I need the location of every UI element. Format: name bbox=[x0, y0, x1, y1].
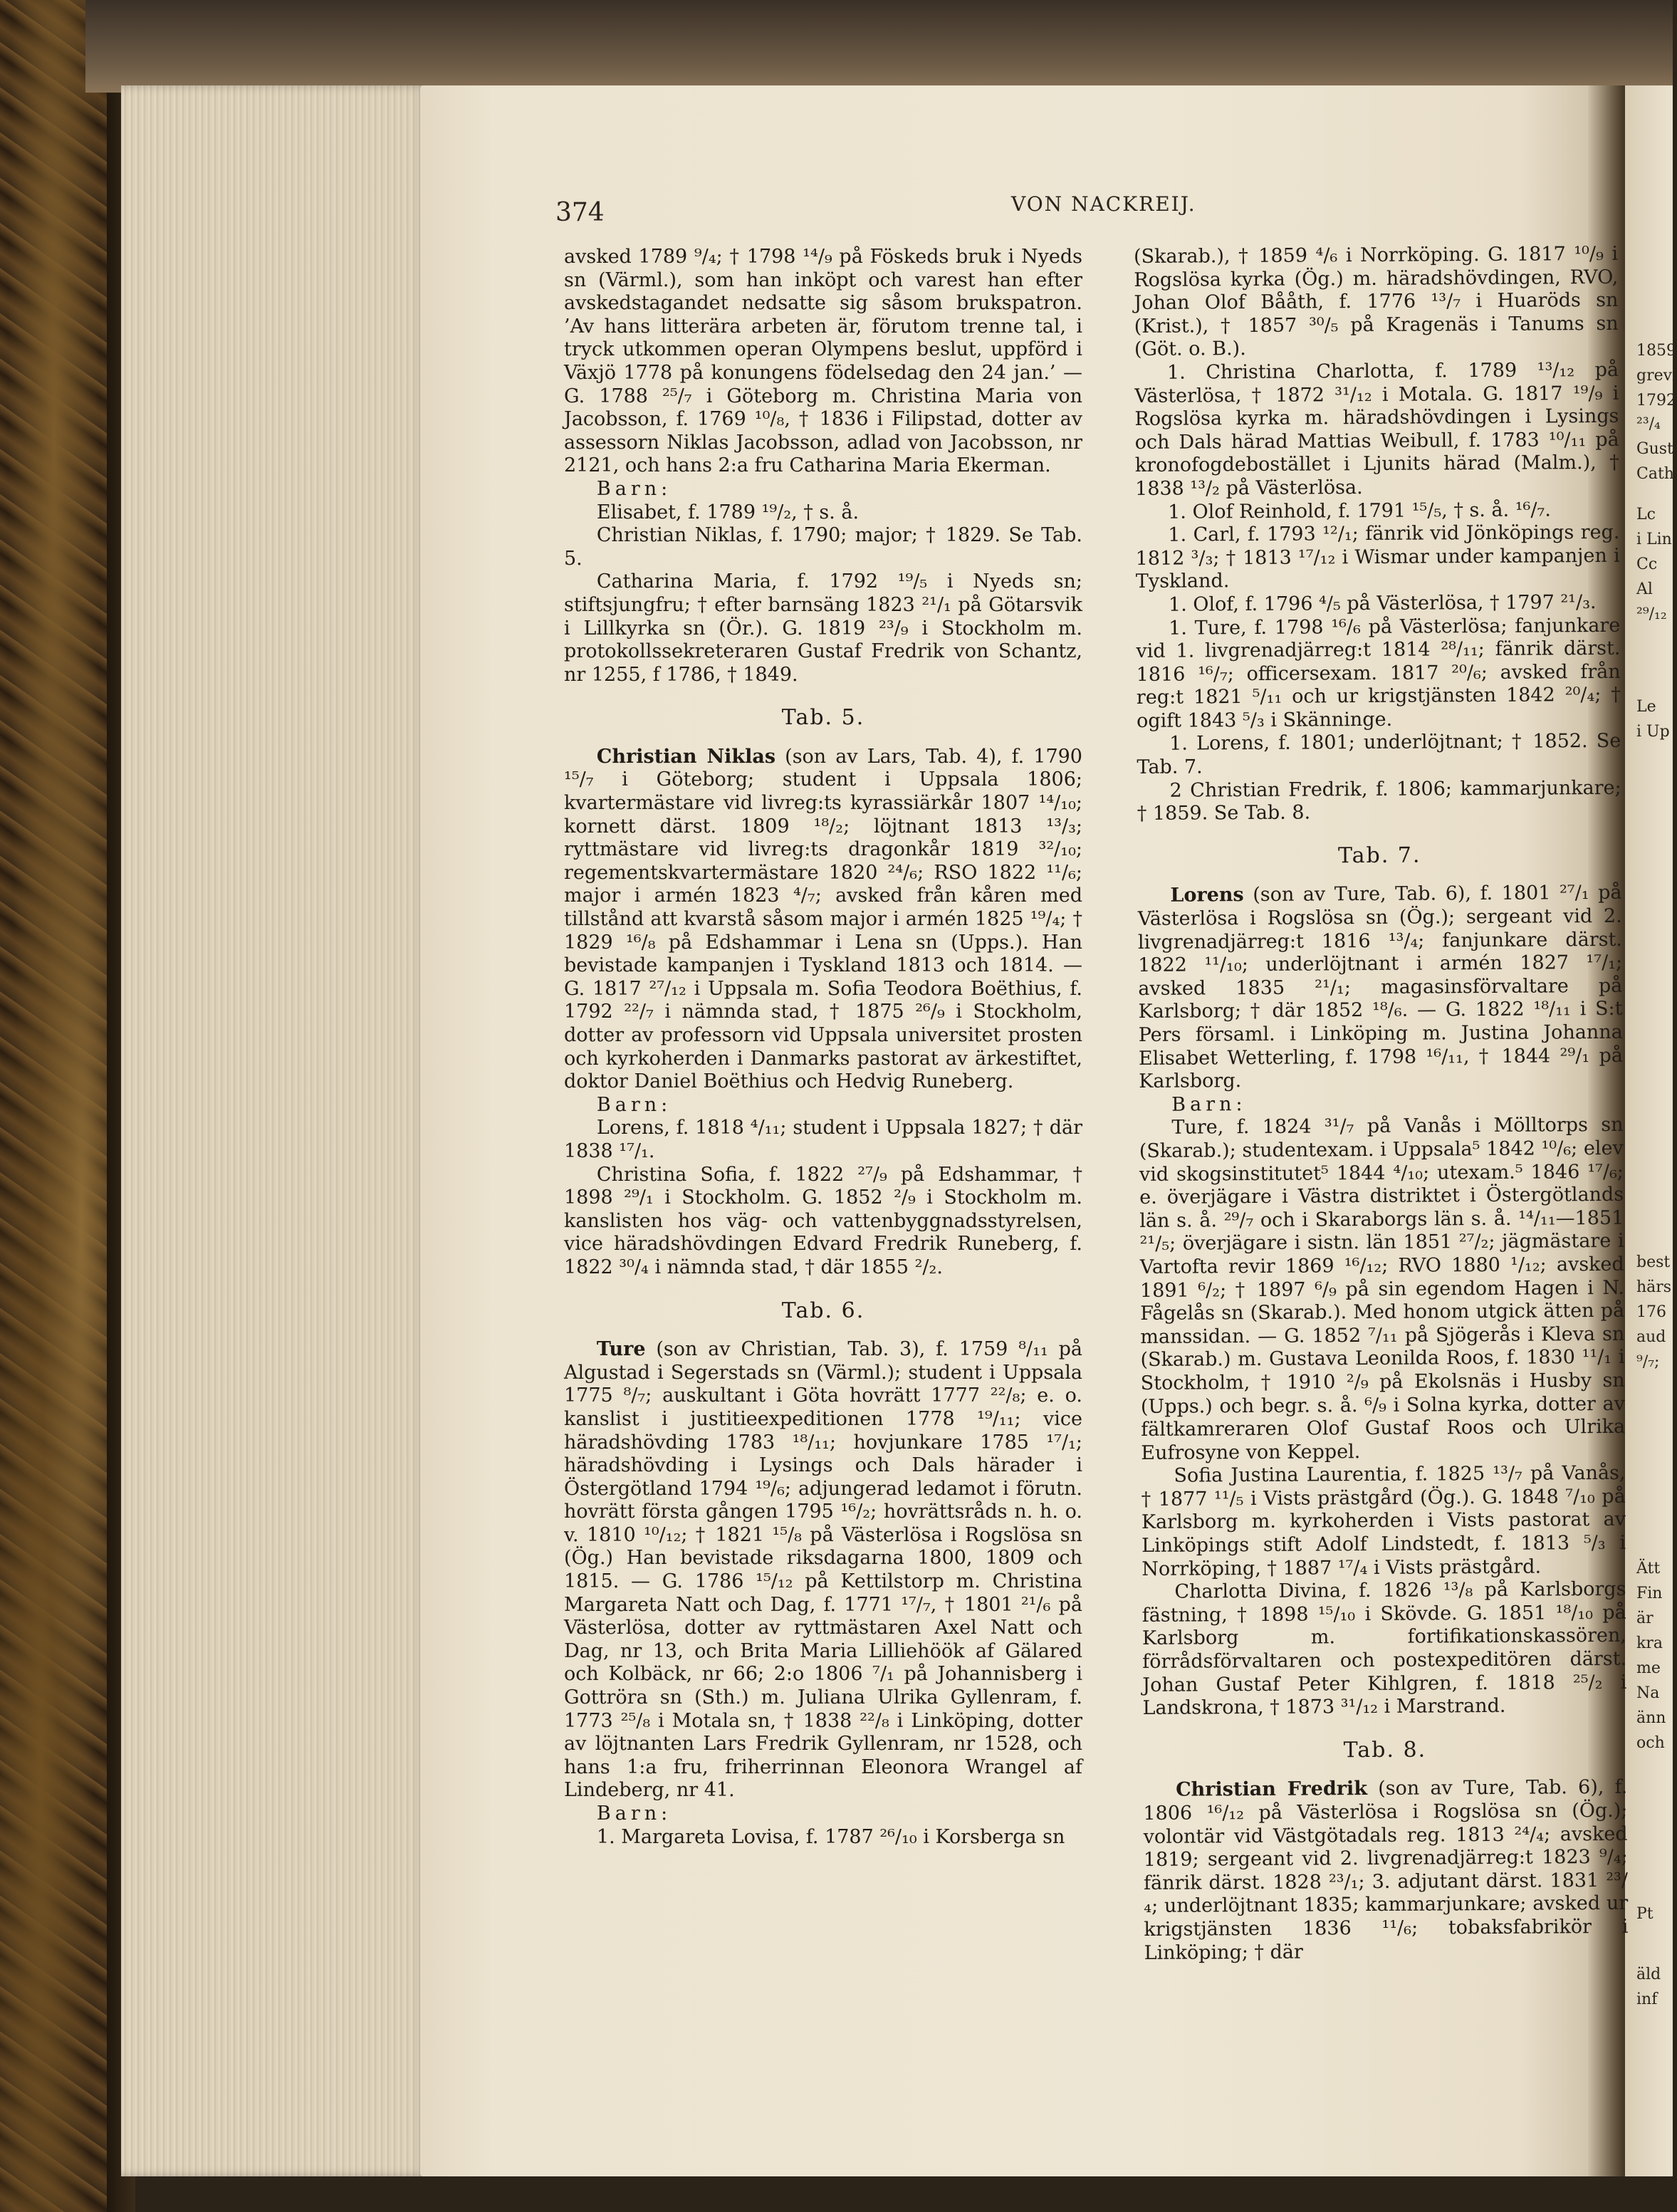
text-paragraph: Elisabet, f. 1789 ¹⁹/₂, † s. å. bbox=[596, 501, 860, 523]
entry-text: (son av Christian, Tab. 3), f. 1759 ⁸/₁₁ på Algustad i Segerstads sn (Värml.); student i Uppsala 1775 ⁸/₇; auskultant i Göta hovrätt 1777 ²²/₈; e. o. kanslist i justitieexpeditionen 1778 ¹⁹/₁₁; vice häradshövding 1783 ¹⁸/₁₁; hovjunkare 1785 ¹⁷/₁; häradshövding i Lysings och Dals härader i Östergötland 1794 ¹⁹/₆; adjungerad ledamot i förutn. hovrätt första gången 1795 ¹⁶/₂; hovrättsråds n. h. o. v. 1810 ¹⁰/₁₂; † 1821 ¹⁵/₈ på Västerlösa i Rogslösa sn (Ög.) Han bevistade riksdagarna 1800, 1809 och 1815. — G. 1786 ¹⁵/₁₂ på Kettilstorp m. Christina Margareta Natt och Dag, f. 1771 ¹⁷/₇, † 1801 ²¹/₆ på Västerlösa, dotter av ryttmästaren Axel Natt och Dag, nr 13, och Brita Maria Lilliehöök af Gälared och Kolbäck, nr 66; 2:o 1806 ⁷/₁ på Johannisberg i Gottröra sn (Sth.) m. Juliana Ulrika Gyllenram, f. 1773 ²⁵/₈ i Motala sn, † 1838 ²²/₈ i Linköping, dotter av löjtnanten Lars Fredrik Gyllenram, nr 1528, och hans 1:a fru, friherrinnan Eleonora Wrangel af Lindeberg, nr 41. bbox=[564, 1338, 1082, 1802]
text-paragraph: 2 Christian Fredrik, f. 1806; kammarjunkare; † 1859. Se Tab. 8. bbox=[1137, 776, 1621, 825]
next-page-text-fragment: Pt bbox=[1636, 1905, 1654, 1923]
next-page-text-fragment: 176 bbox=[1636, 1303, 1666, 1321]
text-paragraph: Sofia Justina Laurentia, f. 1825 ¹³/₇ på Vanås, † 1877 ¹¹/₅ i Vists prästgård (Ög.). G. 1848 ⁷/₁₀ på Karlsborg m. kyrkoherden i Vists pastorat av Linköpings stift Adolf Lindstedt, f. 1813 ⁵/₃ i Norrköping, † 1887 ¹⁷/₄ i Vists prästgård. bbox=[1141, 1462, 1626, 1580]
text-paragraph: Christina Sofia, f. 1822 ²⁷/₉ på Edshammar, † 1898 ²⁹/₁ i Stockholm. G. 1852 ²/₉ i Stockholm m. kanslisten hos väg- och vattenbyggnadsstyrelsen, vice häradshövdingen Edvard Fredrik Runeberg, f. 1822 ³⁰/₄ i nämnda stad, † där 1855 ²/₂. bbox=[564, 1163, 1082, 1278]
next-page-text-fragment: ²³/₄ bbox=[1636, 415, 1661, 433]
entry-name: Christian Fredrik bbox=[1176, 1778, 1368, 1802]
text-paragraph: 1. Margareta Lovisa, f. 1787 ²⁶/₁₀ i Korsberga sn bbox=[596, 1825, 1065, 1848]
text-paragraph: Charlotta Divina, f. 1826 ¹³/₈ på Karlsborgs fästning, † 1898 ¹⁵/₁₀ i Skövde. G. 1851 ¹⁸/₁₀ på Karlsborg m. fortifikationskassören, förrådsförvaltaren och postexpeditören därst. Johan Gustaf Peter Kihlgren, f. 1818 ²⁵/₂ i Landskrona, † 1873 ³¹/₁₂ i Marstrand. bbox=[1141, 1578, 1627, 1720]
text-paragraph bbox=[564, 746, 1082, 1094]
next-page-text-fragment: Cath bbox=[1636, 465, 1674, 483]
table-heading: Tab. 6. bbox=[781, 1298, 865, 1323]
next-page-text-fragment: 1792 bbox=[1636, 392, 1676, 409]
next-page-text-fragment: aud bbox=[1636, 1328, 1666, 1346]
text-paragraph bbox=[1143, 1776, 1629, 1965]
next-page-text-fragment: Gust bbox=[1636, 440, 1673, 458]
text-paragraph: avsked 1789 ⁹/₄; † 1798 ¹⁴/₉ på Föskeds bruk i Nyeds sn (Värml.), som han inköpt och varest han efter avskedstagandet nedsatte sig såsom brukspatron. ’Av hans litterära arbeten är, förutom trenne tal, i tryck utkommen operan Olympens beslut, uppförd i Växjö 1778 på konungens födelsedag den 24 jan.’ — G. 1788 ²⁵/₇ i Göteborg m. Christina Maria von Jacobsson, f. 1769 ¹⁰/₈, † 1836 i Filipstad, dotter av assessorn Niklas Jacobsson, adlad von Jacobsson, nr 2121, och hans 2:a fru Catharina Maria Ekerman. bbox=[564, 246, 1082, 477]
next-page-text-fragment: kra bbox=[1636, 1634, 1663, 1652]
next-page-text-fragment: Cc bbox=[1636, 555, 1658, 573]
entry-name: Christian Niklas bbox=[596, 745, 776, 768]
text-paragraph: Catharina Maria, f. 1792 ¹⁹/₅ i Nyeds sn; stiftsjungfru; † efter barnsäng 1823 ²¹/₁ på Götarsvik i Lillkyrka sn (Ör.). G. 1819 ²³/₉ i Stockholm m. protokollssekreteraren Gustaf Fredrik von Schantz, nr 1255, f 1786, † 1849. bbox=[564, 570, 1082, 686]
next-page-text-fragment: me bbox=[1636, 1659, 1661, 1677]
next-page-edge bbox=[1625, 85, 1677, 2176]
next-page-text-fragment: är bbox=[1636, 1610, 1654, 1627]
background-strip bbox=[85, 0, 1673, 93]
text-paragraph: 1. Christina Charlotta, f. 1789 ¹³/₁₂ på Västerlösa, † 1872 ³¹/₁₂ i Motala. G. 1817 ¹⁹/₉ i Rogslösa kyrka m. häradshövdingen i Lysings och Dals härad Mattias Weibull, f. 1783 ¹⁰/₁₁ på kronofogdebostället i Ljunits härad (Malm.), † 1838 ¹³/₂ på Västerlösa. bbox=[1134, 358, 1619, 500]
next-page-text-fragment: härs bbox=[1636, 1278, 1672, 1296]
next-page-text-fragment: 1859 bbox=[1636, 342, 1676, 360]
table-heading: Tab. 5. bbox=[781, 705, 865, 731]
text-paragraph: 1. Olof, f. 1796 ⁴/₅ på Västerlösa, † 1797 ²¹/₃. bbox=[1168, 590, 1597, 616]
children-heading: Barn: bbox=[1171, 1092, 1247, 1116]
next-page-text-fragment: best bbox=[1636, 1253, 1671, 1271]
next-page-text-fragment: ⁹/₇; bbox=[1636, 1353, 1660, 1371]
entry-name: Lorens bbox=[1170, 884, 1244, 907]
text-paragraph: (Skarab.), † 1859 ⁴/₆ i Norrköping. G. 1817 ¹⁰/₉ i Rogslösa kyrka (Ög.) m. häradshövdingen, RVO, Johan Olof Bååth, f. 1776 ¹³/₇ i Huaröds sn (Krist.), † 1857 ³⁰/₅ på Kragenäs i Tanums sn (Göt. o. B.). bbox=[1134, 242, 1619, 361]
next-page-text-fragment: i Lin bbox=[1636, 531, 1672, 548]
children-heading: Barn: bbox=[596, 1093, 672, 1116]
entry-name: Ture bbox=[596, 1338, 646, 1361]
text-paragraph bbox=[564, 1338, 1082, 1803]
right-text-column bbox=[1134, 243, 1629, 1965]
text-paragraph: Lorens, f. 1818 ⁴/₁₁; student i Uppsala 1827; † där 1838 ¹⁷/₁. bbox=[564, 1117, 1082, 1162]
next-page-text-fragment: inf bbox=[1636, 1991, 1658, 2008]
children-heading: Barn: bbox=[596, 477, 672, 500]
page-stack-edges bbox=[121, 85, 427, 2176]
entry-text: (son av Ture, Tab. 6), f. 1806 ¹⁶/₁₂ på Västerlösa i Rogslösa sn (Ög.); volontär vid Västgötadals reg. 1813 ²⁴/₄; avsked 1819; sergeant vid 2. livgrenadjärreg:t 1823 ⁹/₄; fänrik därst. 1828 ²³/₁; 3. adjutant därst. 1831 ²³/₄; underlöjtnant 1835; kammarjunkare; avsked ur krigstjänsten 1836 ¹¹/₆; tobaksfabrikör i Linköping; † där bbox=[1143, 1776, 1629, 1964]
running-head: VON NACKREIJ. bbox=[1011, 192, 1196, 216]
text-paragraph bbox=[1137, 882, 1623, 1093]
table-heading: Tab. 8. bbox=[1343, 1737, 1427, 1763]
text-paragraph: 1. Lorens, f. 1801; underlöjtnant; † 1852. Se Tab. 7. bbox=[1137, 730, 1621, 779]
next-page-text-fragment: i Up bbox=[1636, 723, 1670, 741]
text-paragraph: 1. Carl, f. 1793 ¹²/₁; fänrik vid Jönköpings reg. 1812 ³/₃; † 1813 ¹⁷/₁₂ i Wismar under kampanjen i Tyskland. bbox=[1135, 521, 1620, 593]
next-page-text-fragment: Le bbox=[1636, 698, 1656, 716]
entry-text: (son av Lars, Tab. 4), f. 1790 ¹⁵/₇ i Göteborg; student i Uppsala 1806; kvartermästare vid livreg:ts kyrassiärkår 1807 ¹⁴/₁₀; kornett därst. 1809 ¹⁸/₂; löjtnant 1813 ¹³/₃; ryttmästare vid livreg:ts dragonkår 1819 ³²/₁₀; regementskvartermästare 1820 ²⁴/₆; RSO 1822 ¹¹/₆; major i armén 1823 ⁴/₇; avsked från kåren med tillstånd att kvarstå såsom major i armén 1825 ¹⁹/₄; † 1829 ¹⁶/₈ på Edshammar i Lena sn (Upps.). Han bevistade kampanjen i Tyskland 1813 och 1814. — G. 1817 ²⁷/₁₂ i Uppsala m. Sofia Teodora Boëthius, f. 1792 ²²/₇ i nämnda stad, † 1875 ²⁶/₉ i Stockholm, dotter av professorn vid Uppsala universitet prosten och kyrkoherden i Danmarks pastorat av ärkestiftet, doktor Daniel Boëthius och Hedvig Runeberg. bbox=[564, 745, 1082, 1093]
text-paragraph: 1. Ture, f. 1798 ¹⁶/₆ på Västerlösa; fanjunkare vid 1. livgrenadjärreg:t 1814 ²⁸/₁₁; fänrik därst. 1816 ¹⁶/₇; officersexam. 1817 ²⁰/₆; avsked från reg:t 1821 ⁵/₁₁ och ur krigstjänsten 1842 ²⁰/₄; † ogift 1843 ⁵/₃ i Skänninge. bbox=[1136, 614, 1621, 732]
next-page-text-fragment: Lc bbox=[1636, 506, 1656, 523]
next-page-text-fragment: äld bbox=[1636, 1966, 1661, 1983]
next-page-text-fragment: ²⁹/₁₂ bbox=[1636, 605, 1667, 623]
next-page-text-fragment: och bbox=[1636, 1734, 1665, 1752]
text-paragraph: Christian Niklas, f. 1790; major; † 1829. Se Tab. 5. bbox=[564, 524, 1082, 570]
children-heading: Barn: bbox=[596, 1803, 672, 1825]
page-number: 374 bbox=[555, 198, 605, 227]
text-paragraph: Ture, f. 1824 ³¹/₇ på Vanås i Mölltorps sn (Skarab.); studentexam. i Uppsala⁵ 1842 ¹⁰/₆; elev vid skogsinstitutet⁵ 1844 ⁴/₁₀; utexam.⁵ 1846 ¹⁷/₆; e. överjägare i Västra distriktet i Östergötlands län s. å. ²⁹/₇ och i Skaraborgs län s. å. ¹⁴/₁₁—1851 ²¹/₅; överjägare i sistn. län 1851 ²⁷/₂; jägmästare i Vartofta revir 1869 ¹⁶/₁₂; RVO 1880 ¹/₁₂; avsked 1891 ⁶/₂; † 1897 ⁶/₉ på sin egendom Hagen i N. Fågelås sn (Skarab.). Med honom utgick ätten på manssidan. — G. 1852 ⁷/₁₁ på Sjögerås i Kleva sn (Skarab.) m. Gustava Leonilda Roos, f. 1830 ¹¹/₁ i Stockholm, † 1910 ²/₉ på Ekolsnäs i Husby sn (Upps.) och begr. s. å. ⁶/₉ i Solna kyrka, dotter av fältkamreraren Olof Gustaf Roos och Ulrika Eufrosyne von Keppel. bbox=[1139, 1114, 1626, 1464]
entry-text: (son av Ture, Tab. 6), f. 1801 ²⁷/₁ på Västerlösa i Rogslösa sn (Ög.); sergeant vid 2. livgrenadjärreg:t 1816 ¹³/₄; fanjunkare därst. 1822 ¹¹/₁₀; underlöjtnant i armén 1827 ¹⁷/₁; avsked 1835 ²¹/₁; magasinsförvaltare på Karlsborg; † där 1852 ¹⁸/₆. — G. 1822 ¹⁸/₁₁ i S:t Pers församl. i Linköping m. Justina Johanna Elisabet Wetterling, f. 1798 ¹⁶/₁₁, † 1844 ²⁹/₁ på Karlsborg. bbox=[1137, 882, 1624, 1093]
left-text-column bbox=[564, 246, 1082, 1849]
table-heading: Tab. 7. bbox=[1337, 842, 1421, 869]
next-page-text-fragment: Na bbox=[1636, 1684, 1660, 1702]
next-page-text-fragment: grevi bbox=[1636, 367, 1677, 385]
next-page-text-fragment: Ätt bbox=[1636, 1560, 1661, 1577]
next-page-text-fragment: Al bbox=[1636, 580, 1653, 598]
next-page-text-fragment: Fin bbox=[1636, 1585, 1663, 1602]
text-paragraph: 1. Olof Reinhold, f. 1791 ¹⁵/₅, † s. å. ¹⁶/₇. bbox=[1168, 498, 1552, 523]
next-page-text-fragment: änn bbox=[1636, 1709, 1666, 1727]
